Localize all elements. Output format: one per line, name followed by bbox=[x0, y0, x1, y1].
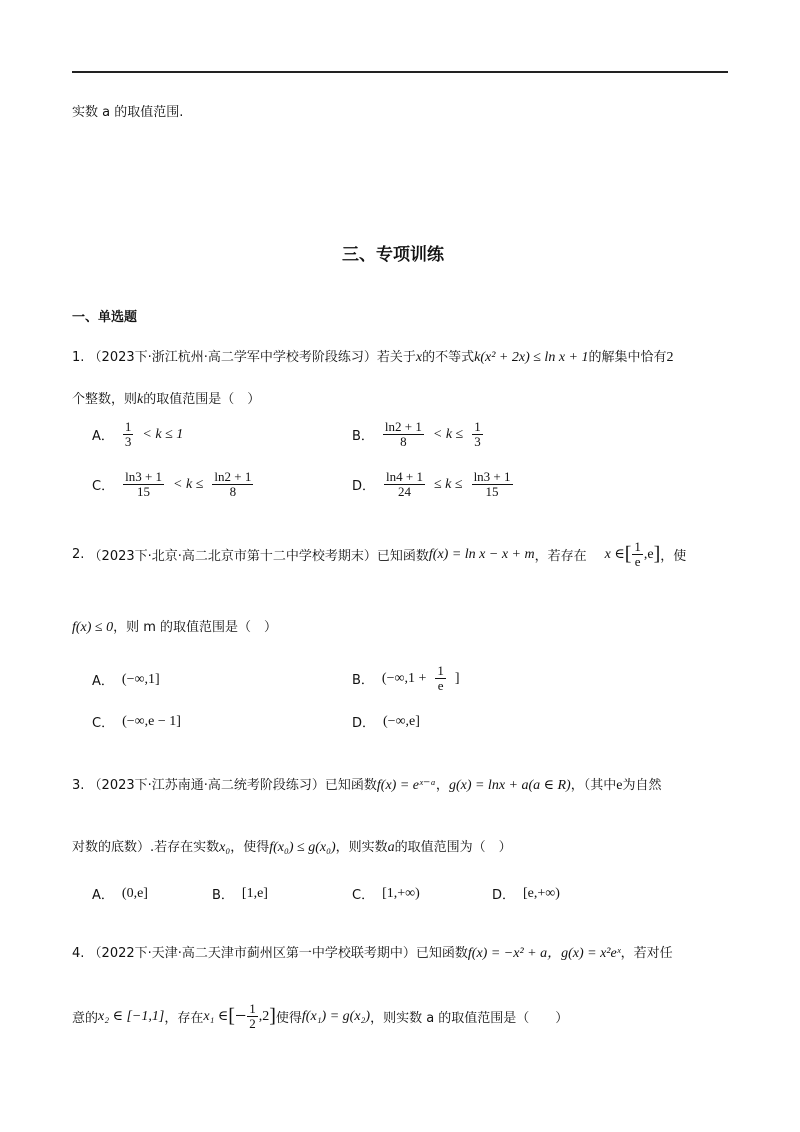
fraction: $\frac{\ln 3 + 1}{15}$ bbox=[125, 469, 163, 500]
option-label: B． bbox=[352, 673, 374, 689]
math-inequality: k(x² + 2x) ≤ ln x + 1 bbox=[474, 350, 589, 365]
option-label: B． bbox=[352, 429, 374, 445]
fraction: $\frac{1}{3}$ bbox=[474, 419, 481, 450]
math-expr: f(x₁) = g(x₂) bbox=[301, 1008, 371, 1024]
question-text: 的解集中恰有 bbox=[588, 350, 667, 365]
option-label: A． bbox=[92, 674, 114, 689]
question-number: 2. bbox=[72, 547, 85, 563]
question-source: （2023下·浙江杭州·高二学军中学校考阶段练习）若关于 bbox=[88, 350, 416, 365]
math-expr: ,2 bbox=[258, 1008, 270, 1024]
math-expr: ≤ k ≤ bbox=[433, 476, 463, 492]
math-expr: < k ≤ bbox=[173, 476, 204, 492]
question-number: 1. bbox=[72, 350, 85, 365]
fraction: $\frac{\ln 2 + 1}{8}$ bbox=[214, 469, 252, 500]
math-function: f(x) = −x² + a，g(x) = x²eˣ bbox=[467, 946, 621, 961]
math-expr: < k ≤ bbox=[432, 426, 464, 442]
question-text: 的不等式 bbox=[422, 350, 475, 365]
bracket: ] bbox=[269, 1005, 276, 1028]
question-4-line2 bbox=[72, 1002, 568, 1032]
question-4-line1 bbox=[72, 942, 673, 962]
math-expr: [1,e] bbox=[241, 885, 268, 901]
option-label: B． bbox=[212, 888, 234, 903]
math-var: a bbox=[387, 840, 395, 855]
question-2-line2 bbox=[72, 616, 277, 636]
math-function: f(x) = ln x − x + m bbox=[428, 546, 535, 562]
option-label: C． bbox=[352, 888, 375, 903]
subsection-title: 一、单选题 bbox=[72, 310, 138, 325]
question-text: 的取值范围为（ ） bbox=[394, 840, 512, 855]
question-text: ，若存在 bbox=[534, 549, 587, 565]
question-text: ，存在 bbox=[164, 1011, 204, 1027]
option-label: A． bbox=[92, 888, 114, 903]
option-3b[interactable] bbox=[212, 884, 268, 903]
math-var: x₀ bbox=[219, 840, 231, 855]
option-1d[interactable] bbox=[352, 470, 514, 500]
question-text: ，则 m 的取值范围是（ ） bbox=[113, 620, 278, 635]
option-3a[interactable] bbox=[92, 884, 148, 903]
question-3-line1 bbox=[72, 774, 661, 794]
option-label: C． bbox=[92, 716, 115, 731]
intro-line: 实数 a 的取值范围. bbox=[72, 105, 184, 120]
question-text: ，则实数 bbox=[335, 840, 388, 855]
math-expr: (−∞,1] bbox=[121, 671, 160, 687]
question-1-line2 bbox=[72, 388, 260, 408]
question-text: 为自然 bbox=[622, 778, 662, 793]
question-text: ，（其中 bbox=[570, 778, 617, 793]
math-function: g(x) = lnx + a(a ∈ R) bbox=[448, 778, 571, 793]
math-function: f(x) = eˣ⁻ᵃ bbox=[376, 778, 436, 793]
math-expr: ,e bbox=[643, 546, 654, 562]
question-source: （2023下·江苏南通·高二统考阶段练习）已知函数 bbox=[88, 778, 377, 793]
question-1-line1 bbox=[72, 346, 674, 366]
math-expr: [1,+∞) bbox=[382, 885, 420, 901]
question-number: 4. bbox=[72, 946, 85, 961]
question-source: （2023下·北京·高二北京市第十二中学校考期末）已知函数 bbox=[88, 549, 429, 565]
question-number: 3. bbox=[72, 778, 85, 793]
question-text: 个整数，则 bbox=[72, 392, 138, 407]
question-text: ，使得 bbox=[230, 840, 270, 855]
fraction: $\frac{1}{3}$ bbox=[124, 419, 132, 450]
question-text: 的取值范围是（ ） bbox=[143, 392, 261, 407]
question-text: ，则实数 a 的取值范围是（ ） bbox=[370, 1011, 569, 1027]
math-expr: ] bbox=[454, 670, 460, 686]
math-var: e bbox=[616, 778, 623, 793]
header-rule bbox=[72, 71, 728, 73]
fraction: $\frac{1}{2}$ bbox=[249, 1001, 256, 1032]
fraction: $\frac{\ln 2 + 1}{8}$ bbox=[384, 419, 422, 450]
question-text: ，使 bbox=[660, 549, 687, 565]
math-expr: (−∞,e − 1] bbox=[122, 713, 181, 729]
fraction: $\frac{1}{e}$ bbox=[634, 539, 641, 570]
math-var: x bbox=[415, 350, 423, 365]
question-text: 使得 bbox=[275, 1011, 302, 1027]
bracket: ] bbox=[653, 543, 661, 566]
fraction: $\frac{\ln 4 + 1}{24}$ bbox=[386, 469, 423, 500]
option-1a[interactable] bbox=[92, 420, 183, 450]
question-text: ，若对任 bbox=[620, 946, 673, 961]
option-2d[interactable] bbox=[352, 712, 420, 731]
option-label: D． bbox=[352, 716, 376, 731]
question-3-line2 bbox=[72, 836, 512, 856]
option-2b[interactable] bbox=[352, 664, 460, 694]
math-expr: (−∞,e] bbox=[383, 713, 420, 729]
math-expr: x₂ ∈ [−1,1] bbox=[98, 1009, 165, 1025]
question-text: 意的 bbox=[72, 1011, 99, 1027]
math-expr: (−∞,1 + bbox=[381, 670, 427, 686]
math-expr: f(x) ≤ 0 bbox=[72, 620, 114, 635]
option-1b[interactable] bbox=[352, 420, 484, 450]
math-expr: < k ≤ 1 bbox=[142, 426, 184, 442]
option-1c[interactable] bbox=[92, 470, 254, 500]
option-2a[interactable] bbox=[92, 670, 160, 689]
option-label: C． bbox=[92, 479, 115, 495]
math-expr: (0,e] bbox=[121, 885, 148, 901]
math-expr: f(x₀) ≤ g(x₀) bbox=[269, 840, 336, 855]
math-expr: x ∈ bbox=[604, 547, 625, 563]
option-label: A． bbox=[92, 429, 114, 445]
fraction: $\frac{\ln 3 + 1}{15}$ bbox=[473, 469, 511, 500]
question-text: 对数的底数）.若存在实数 bbox=[72, 840, 220, 855]
math-count: 2 bbox=[666, 350, 674, 365]
math-expr: [e,+∞) bbox=[523, 885, 560, 901]
math-expr: x₁ ∈ bbox=[203, 1009, 229, 1025]
question-2-line1 bbox=[72, 540, 686, 570]
bracket: [ bbox=[624, 543, 632, 566]
option-label: D． bbox=[352, 479, 376, 495]
fraction: $\frac{1}{e}$ bbox=[437, 663, 444, 694]
question-source: （2022下·天津·高二天津市蓟州区第一中学校联考期中）已知函数 bbox=[88, 946, 468, 961]
option-2c[interactable] bbox=[92, 712, 181, 731]
option-3d[interactable] bbox=[492, 884, 560, 903]
option-label: D． bbox=[492, 888, 516, 903]
section-title: 三、专项训练 bbox=[342, 245, 444, 265]
question-text: ， bbox=[435, 778, 449, 793]
math-var: k bbox=[137, 392, 144, 407]
bracket: [− bbox=[228, 1005, 247, 1028]
option-3c[interactable] bbox=[352, 884, 420, 903]
